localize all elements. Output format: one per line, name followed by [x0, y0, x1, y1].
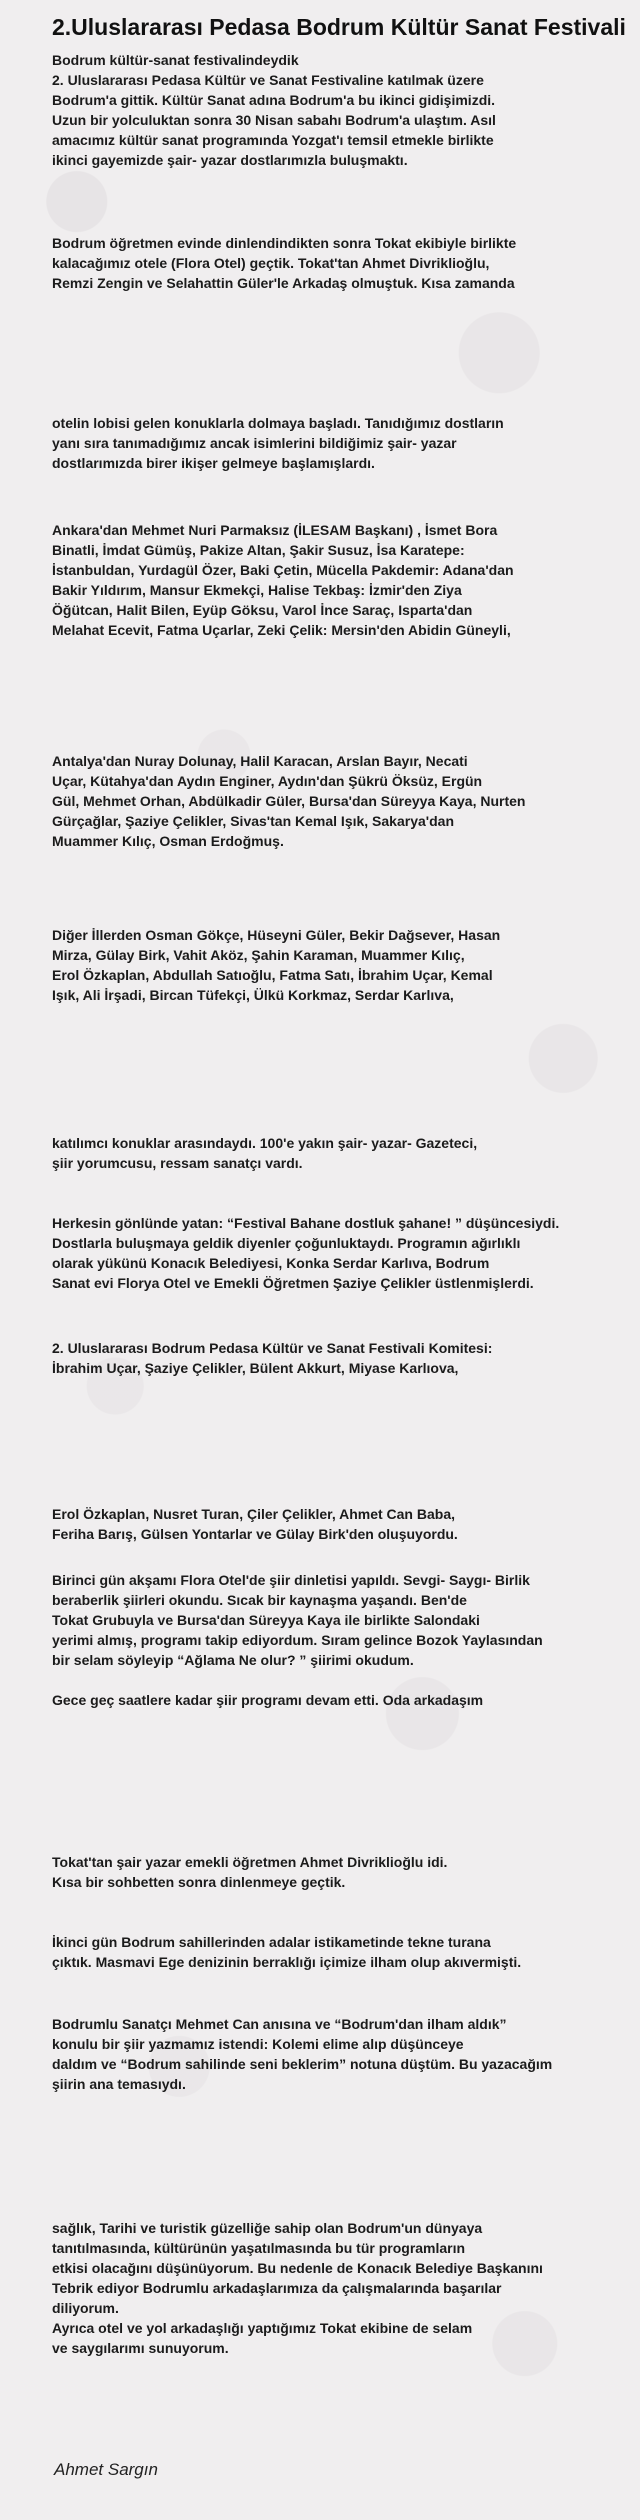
paragraph-line: sağlık, Tarihi ve turistik güzelliğe sahip olan Bodrum'un dünyaya: [52, 2220, 483, 2236]
paragraph: [52, 1504, 640, 1544]
paragraph-line: Tokat Grubuyla ve Bursa'dan Süreyya Kaya ile birlikte Salondaki: [52, 1612, 480, 1628]
paragraph-line: otelin lobisi gelen konuklarla dolmaya başladı. Tanıdığımız dostların: [52, 415, 504, 431]
paragraph: [52, 50, 640, 170]
paragraph-line: dostlarımızda birer ikişer gelmeye başlamışlardı.: [52, 455, 375, 471]
paragraph: [52, 1338, 640, 1378]
paragraph: [52, 1932, 640, 1972]
paragraph: [52, 413, 640, 473]
paragraph-line: Birinci gün akşamı Flora Otel'de şiir dinletisi yapıldı. Sevgi- Saygı- Birlik: [52, 1572, 530, 1588]
author-signature: Ahmet Sargın: [54, 2460, 158, 2479]
paragraph-line: Erol Özkaplan, Abdullah Satıoğlu, Fatma Satı, İbrahim Uçar, Kemal: [52, 967, 493, 983]
paragraph-line: şiir yorumcusu, ressam sanatçı vardı.: [52, 1155, 303, 1171]
paragraph-line: Feriha Barış, Gülsen Yontarlar ve Gülay Birk'den oluşuyordu.: [52, 1526, 458, 1542]
paragraph-line: Ankara'dan Mehmet Nuri Parmaksız (İLESAM Başkanı) , İsmet Bora: [52, 522, 498, 538]
paragraph-line: Bodrum öğretmen evinde dinlendindikten sonra Tokat ekibiyle birlikte: [52, 235, 517, 251]
paragraph-line: 2. Uluslararası Pedasa Kültür ve Sanat Festivaline katılmak üzere: [52, 72, 484, 88]
paragraph-line: Tebrik ediyor Bodrumlu arkadaşlarımıza da çalışmalarında başarılar: [52, 2280, 502, 2296]
paragraph-line: Dostlarla buluşmaya geldik diyenler çoğunluktaydı. Programın ağırlıklı: [52, 1235, 521, 1251]
paragraph-line: olarak yükünü Konacık Belediyesi, Konka Serdar Karlıva, Bodrum: [52, 1255, 490, 1271]
paragraph-line: İstanbuldan, Yurdagül Özer, Baki Çetin, Mücella Pakdemir: Adana'dan: [52, 562, 514, 578]
paragraph-line: Gül, Mehmet Orhan, Abdülkadir Güler, Bursa'dan Süreyya Kaya, Nurten: [52, 793, 526, 809]
paragraph-line: Erol Özkaplan, Nusret Turan, Çiler Çelikler, Ahmet Can Baba,: [52, 1506, 455, 1522]
paragraph-line: yerimi almış, programı takip ediyordum. Sıram gelince Bozok Yaylasından: [52, 1632, 543, 1648]
paragraph-line: amacımız kültür sanat programında Yozgat'ı temsil etmekle birlikte: [52, 132, 494, 148]
paragraph-line: Gürçağlar, Şaziye Çelikler, Sivas'tan Kemal Işık, Sakarya'dan: [52, 813, 454, 829]
paragraph: [52, 2218, 640, 2358]
paragraph: [52, 751, 640, 851]
paragraph-line: İbrahim Uçar, Şaziye Çelikler, Bülent Akkurt, Miyase Karlıova,: [52, 1360, 459, 1376]
paragraph-line: kalacağımız otele (Flora Otel) geçtik. Tokat'tan Ahmet Divriklioğlu,: [52, 255, 490, 271]
paragraph-line: bir selam söyleyip “Ağlama Ne olur? ” şiirimi okudum.: [52, 1652, 414, 1668]
paragraph-line: Muammer Kılıç, Osman Erdoğmuş.: [52, 833, 284, 849]
paragraph-line: ikinci gayemizde şair- yazar dostlarımızla buluşmaktı.: [52, 152, 408, 168]
paragraph: [52, 2014, 640, 2094]
paragraph-line: 2. Uluslararası Bodrum Pedasa Kültür ve Sanat Festivali Komitesi:: [52, 1340, 493, 1356]
paragraph: [52, 1133, 640, 1173]
paragraph-line: Bakir Yıldırım, Mansur Ekmekçi, Halise Tekbaş: İzmir'den Ziya: [52, 582, 462, 598]
paragraph-line: Işık, Ali İrşadi, Bircan Tüfekçi, Ülkü Korkmaz, Serdar Karlıva,: [52, 987, 454, 1003]
paragraph-line: Bodrum'a gittik. Kültür Sanat adına Bodrum'a bu ikinci gidişimizdi.: [52, 92, 496, 108]
page-title: 2.Uluslararası Pedasa Bodrum Kültür Sanat Festivali: [52, 14, 626, 40]
paragraph-line: İkinci gün Bodrum sahillerinden adalar istikametinde tekne turana: [52, 1934, 491, 1950]
paragraph: [52, 925, 640, 1005]
paragraph-line: Sanat evi Florya Otel ve Emekli Öğretmen Şaziye Çelikler üstlenmişlerdi.: [52, 1275, 534, 1291]
paragraph-line: Mirza, Gülay Birk, Vahit Aköz, Şahin Karaman, Muammer Kılıç,: [52, 947, 465, 963]
paragraph-line: katılımcı konuklar arasındaydı. 100'e yakın şair- yazar- Gazeteci,: [52, 1135, 478, 1151]
paragraph: [52, 1852, 640, 1892]
paragraph-line: Antalya'dan Nuray Dolunay, Halil Karacan, Arslan Bayır, Necati: [52, 753, 468, 769]
paragraph: [52, 233, 640, 293]
paragraph: [52, 1690, 640, 1710]
paragraph-line: çıktık. Masmavi Ege denizinin berraklığı içimize ilham olup akıvermişti.: [52, 1954, 522, 1970]
paragraph-line: tanıtılmasında, kültürünün yaşatılmasında bu tür programların: [52, 2240, 466, 2256]
paragraph-line: şiirin ana temasıydı.: [52, 2076, 186, 2092]
paragraph: [52, 1570, 640, 1670]
paragraph-line: beraberlik şiirleri okundu. Sıcak bir kaynaşma yaşandı. Ben'de: [52, 1592, 467, 1608]
paragraph-line: diliyorum.: [52, 2300, 119, 2316]
paragraph-line: Binatli, İmdat Gümüş, Pakize Altan, Şakir Susuz, İsa Karatepe:: [52, 542, 465, 558]
paragraph-line: konulu bir şiir yazmamız istendi: Kolemi elime alıp düşünceye: [52, 2036, 464, 2052]
paragraph-line: Ayrıca otel ve yol arkadaşlığı yaptığımız Tokat ekibine de selam: [52, 2320, 473, 2336]
paragraph-line: Herkesin gönlünde yatan: “Festival Bahane dostluk şahane! ” düşüncesiydi.: [52, 1215, 560, 1231]
paragraph-line: Bodrum kültür-sanat festivalindeydik: [52, 52, 299, 68]
paragraph-line: Öğütcan, Halit Bilen, Eyüp Göksu, Varol İnce Saraç, Isparta'dan: [52, 602, 473, 618]
paragraph-line: Uçar, Kütahya'dan Aydın Enginer, Aydın'dan Şükrü Öksüz, Ergün: [52, 773, 483, 789]
paragraph-line: Melahat Ecevit, Fatma Uçarlar, Zeki Çelik: Mersin'den Abidin Güneyli,: [52, 622, 511, 638]
paragraph: [52, 520, 640, 640]
paragraph-line: Kısa bir sohbetten sonra dinlenmeye geçtik.: [52, 1874, 346, 1890]
paragraph-line: Diğer İllerden Osman Gökçe, Hüseyni Güler, Bekir Dağsever, Hasan: [52, 927, 501, 943]
paragraph-line: Uzun bir yolculuktan sonra 30 Nisan sabahı Bodrum'a ulaştım. Asıl: [52, 112, 496, 128]
paragraph-line: etkisi olacağını düşünüyorum. Bu nedenle de Konacık Belediye Başkanını: [52, 2260, 543, 2276]
paragraph: [52, 1213, 640, 1293]
paragraph-line: Bodrumlu Sanatçı Mehmet Can anısına ve “Bodrum'dan ilham aldık”: [52, 2016, 507, 2032]
paragraph-line: Tokat'tan şair yazar emekli öğretmen Ahmet Divriklioğlu idi.: [52, 1854, 448, 1870]
paragraph-line: Remzi Zengin ve Selahattin Güler'le Arkadaş olmuştuk. Kısa zamanda: [52, 275, 515, 291]
paragraph-line: Gece geç saatlere kadar şiir programı devam etti. Oda arkadaşım: [52, 1692, 484, 1708]
paragraph-line: daldım ve “Bodrum sahilinde seni beklerim” notuna düştüm. Bu yazacağım: [52, 2056, 553, 2072]
paragraph-line: ve saygılarımı sunuyorum.: [52, 2340, 229, 2356]
paragraph-line: yanı sıra tanımadığımız ancak isimlerini bildiğimiz şair- yazar: [52, 435, 457, 451]
